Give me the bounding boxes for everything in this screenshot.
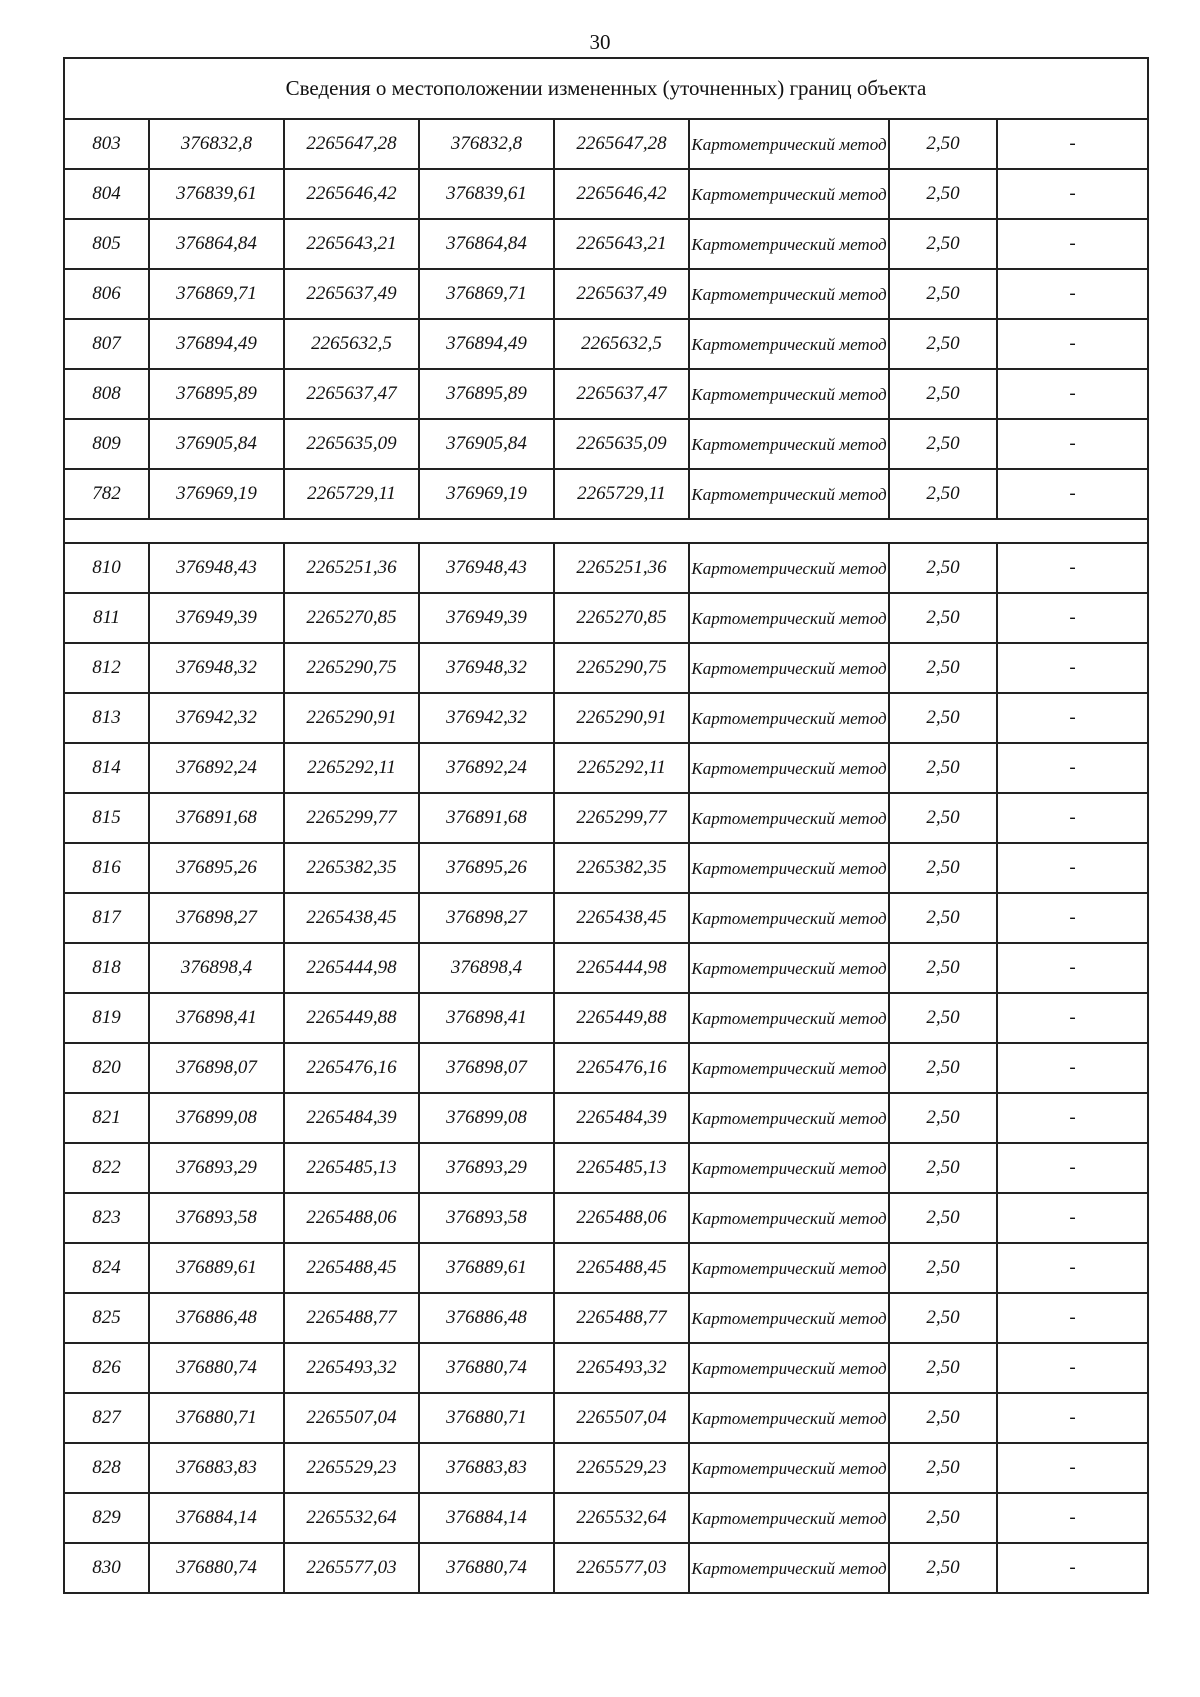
- accuracy-cell: 2,50: [889, 1343, 997, 1393]
- point-number-cell: 825: [64, 1293, 149, 1343]
- accuracy-cell: 2,50: [889, 1543, 997, 1593]
- point-number-cell: 822: [64, 1143, 149, 1193]
- y-refined-cell: 2265507,04: [554, 1393, 689, 1443]
- table-row: [64, 1193, 1148, 1243]
- x-refined-cell: 376895,26: [419, 843, 554, 893]
- x-existing-cell: 376893,58: [149, 1193, 284, 1243]
- x-refined-cell: 376969,19: [419, 469, 554, 519]
- method-cell: Картометрический метод: [689, 169, 889, 219]
- x-existing-cell: 376880,71: [149, 1393, 284, 1443]
- y-existing-cell: 2265488,77: [284, 1293, 419, 1343]
- point-number-cell: 811: [64, 593, 149, 643]
- x-refined-cell: 376880,71: [419, 1393, 554, 1443]
- table-row: [64, 543, 1148, 593]
- y-refined-cell: 2265646,42: [554, 169, 689, 219]
- method-cell: Картометрический метод: [689, 1243, 889, 1293]
- point-number-cell: 816: [64, 843, 149, 893]
- description-cell: -: [997, 1293, 1148, 1343]
- point-number-cell: 807: [64, 319, 149, 369]
- y-refined-cell: 2265444,98: [554, 943, 689, 993]
- method-cell: Картометрический метод: [689, 1293, 889, 1343]
- point-number-cell: 819: [64, 993, 149, 1043]
- y-refined-cell: 2265488,06: [554, 1193, 689, 1243]
- y-existing-cell: 2265488,45: [284, 1243, 419, 1293]
- y-existing-cell: 2265449,88: [284, 993, 419, 1043]
- x-refined-cell: 376893,29: [419, 1143, 554, 1193]
- method-cell: Картометрический метод: [689, 119, 889, 169]
- x-refined-cell: 376832,8: [419, 119, 554, 169]
- description-cell: -: [997, 1343, 1148, 1393]
- x-existing-cell: 376898,4: [149, 943, 284, 993]
- y-existing-cell: 2265382,35: [284, 843, 419, 893]
- point-number-cell: 820: [64, 1043, 149, 1093]
- table-row: [64, 643, 1148, 693]
- method-cell: Картометрический метод: [689, 643, 889, 693]
- y-refined-cell: 2265529,23: [554, 1443, 689, 1493]
- y-existing-cell: 2265484,39: [284, 1093, 419, 1143]
- x-refined-cell: 376893,58: [419, 1193, 554, 1243]
- y-existing-cell: 2265507,04: [284, 1393, 419, 1443]
- x-existing-cell: 376948,43: [149, 543, 284, 593]
- point-number-cell: 805: [64, 219, 149, 269]
- description-cell: -: [997, 743, 1148, 793]
- x-existing-cell: 376869,71: [149, 269, 284, 319]
- x-existing-cell: 376905,84: [149, 419, 284, 469]
- description-cell: -: [997, 793, 1148, 843]
- description-cell: -: [997, 119, 1148, 169]
- contour-separator-row: [64, 519, 1148, 543]
- y-refined-cell: 2265643,21: [554, 219, 689, 269]
- accuracy-cell: 2,50: [889, 319, 997, 369]
- y-refined-cell: 2265637,49: [554, 269, 689, 319]
- y-refined-cell: 2265488,45: [554, 1243, 689, 1293]
- x-existing-cell: 376895,26: [149, 843, 284, 893]
- x-refined-cell: 376948,32: [419, 643, 554, 693]
- x-refined-cell: 376891,68: [419, 793, 554, 843]
- table-row: [64, 1243, 1148, 1293]
- description-cell: -: [997, 1243, 1148, 1293]
- method-cell: Картометрический метод: [689, 693, 889, 743]
- method-cell: Картометрический метод: [689, 943, 889, 993]
- accuracy-cell: 2,50: [889, 593, 997, 643]
- method-cell: Картометрический метод: [689, 269, 889, 319]
- x-refined-cell: 376895,89: [419, 369, 554, 419]
- y-refined-cell: 2265438,45: [554, 893, 689, 943]
- y-refined-cell: 2265488,77: [554, 1293, 689, 1343]
- description-cell: -: [997, 269, 1148, 319]
- description-cell: -: [997, 419, 1148, 469]
- accuracy-cell: 2,50: [889, 793, 997, 843]
- x-existing-cell: 376969,19: [149, 469, 284, 519]
- y-existing-cell: 2265637,47: [284, 369, 419, 419]
- x-existing-cell: 376839,61: [149, 169, 284, 219]
- point-number-cell: 818: [64, 943, 149, 993]
- y-existing-cell: 2265646,42: [284, 169, 419, 219]
- point-number-cell: 813: [64, 693, 149, 743]
- y-refined-cell: 2265647,28: [554, 119, 689, 169]
- y-existing-cell: 2265292,11: [284, 743, 419, 793]
- accuracy-cell: 2,50: [889, 843, 997, 893]
- table-row: [64, 1443, 1148, 1493]
- y-existing-cell: 2265577,03: [284, 1543, 419, 1593]
- method-cell: Картометрический метод: [689, 743, 889, 793]
- y-refined-cell: 2265632,5: [554, 319, 689, 369]
- accuracy-cell: 2,50: [889, 543, 997, 593]
- point-number-cell: 830: [64, 1543, 149, 1593]
- accuracy-cell: 2,50: [889, 1043, 997, 1093]
- description-cell: -: [997, 643, 1148, 693]
- table-title: Сведения о местоположении измененных (уточненных) границ объекта: [64, 58, 1148, 119]
- y-existing-cell: 2265532,64: [284, 1493, 419, 1543]
- accuracy-cell: 2,50: [889, 1293, 997, 1343]
- accuracy-cell: 2,50: [889, 643, 997, 693]
- description-cell: -: [997, 943, 1148, 993]
- contour-separator: [64, 519, 1148, 543]
- y-existing-cell: 2265488,06: [284, 1193, 419, 1243]
- y-existing-cell: 2265647,28: [284, 119, 419, 169]
- point-number-cell: 808: [64, 369, 149, 419]
- description-cell: -: [997, 1393, 1148, 1443]
- table-row: [64, 793, 1148, 843]
- accuracy-cell: 2,50: [889, 693, 997, 743]
- accuracy-cell: 2,50: [889, 1243, 997, 1293]
- x-refined-cell: 376942,32: [419, 693, 554, 743]
- table-row: [64, 993, 1148, 1043]
- description-cell: -: [997, 1193, 1148, 1243]
- x-existing-cell: 376891,68: [149, 793, 284, 843]
- x-refined-cell: 376889,61: [419, 1243, 554, 1293]
- table-row: [64, 369, 1148, 419]
- description-cell: -: [997, 843, 1148, 893]
- method-cell: Картометрический метод: [689, 319, 889, 369]
- y-refined-cell: 2265292,11: [554, 743, 689, 793]
- accuracy-cell: 2,50: [889, 1093, 997, 1143]
- x-existing-cell: 376864,84: [149, 219, 284, 269]
- method-cell: Картометрический метод: [689, 1093, 889, 1143]
- x-existing-cell: 376880,74: [149, 1343, 284, 1393]
- x-refined-cell: 376883,83: [419, 1443, 554, 1493]
- point-number-cell: 817: [64, 893, 149, 943]
- y-existing-cell: 2265635,09: [284, 419, 419, 469]
- table-row: [64, 319, 1148, 369]
- x-existing-cell: 376898,27: [149, 893, 284, 943]
- x-refined-cell: 376880,74: [419, 1343, 554, 1393]
- table-row: [64, 843, 1148, 893]
- y-existing-cell: 2265632,5: [284, 319, 419, 369]
- y-existing-cell: 2265270,85: [284, 593, 419, 643]
- y-refined-cell: 2265251,36: [554, 543, 689, 593]
- point-number-cell: 826: [64, 1343, 149, 1393]
- y-existing-cell: 2265643,21: [284, 219, 419, 269]
- coordinates-table: [63, 57, 1149, 1594]
- description-cell: -: [997, 543, 1148, 593]
- table-row: [64, 1293, 1148, 1343]
- accuracy-cell: 2,50: [889, 1143, 997, 1193]
- method-cell: Картометрический метод: [689, 419, 889, 469]
- accuracy-cell: 2,50: [889, 1493, 997, 1543]
- y-refined-cell: 2265484,39: [554, 1093, 689, 1143]
- table-row: [64, 119, 1148, 169]
- y-existing-cell: 2265438,45: [284, 893, 419, 943]
- table-row: [64, 893, 1148, 943]
- y-refined-cell: 2265449,88: [554, 993, 689, 1043]
- x-refined-cell: 376880,74: [419, 1543, 554, 1593]
- description-cell: -: [997, 169, 1148, 219]
- point-number-cell: 814: [64, 743, 149, 793]
- x-refined-cell: 376899,08: [419, 1093, 554, 1143]
- page-number: 30: [589, 30, 611, 54]
- point-number-cell: 782: [64, 469, 149, 519]
- accuracy-cell: 2,50: [889, 893, 997, 943]
- table-row: [64, 169, 1148, 219]
- point-number-cell: 810: [64, 543, 149, 593]
- x-existing-cell: 376889,61: [149, 1243, 284, 1293]
- y-existing-cell: 2265444,98: [284, 943, 419, 993]
- x-refined-cell: 376905,84: [419, 419, 554, 469]
- x-existing-cell: 376886,48: [149, 1293, 284, 1343]
- y-existing-cell: 2265476,16: [284, 1043, 419, 1093]
- method-cell: Картометрический метод: [689, 219, 889, 269]
- point-number-cell: 827: [64, 1393, 149, 1443]
- x-existing-cell: 376892,24: [149, 743, 284, 793]
- x-existing-cell: 376898,07: [149, 1043, 284, 1093]
- x-existing-cell: 376884,14: [149, 1493, 284, 1543]
- x-existing-cell: 376942,32: [149, 693, 284, 743]
- description-cell: -: [997, 1093, 1148, 1143]
- y-existing-cell: 2265299,77: [284, 793, 419, 843]
- accuracy-cell: 2,50: [889, 993, 997, 1043]
- x-existing-cell: 376948,32: [149, 643, 284, 693]
- y-refined-cell: 2265270,85: [554, 593, 689, 643]
- method-cell: Картометрический метод: [689, 469, 889, 519]
- method-cell: Картометрический метод: [689, 1343, 889, 1393]
- y-refined-cell: 2265382,35: [554, 843, 689, 893]
- x-refined-cell: 376898,41: [419, 993, 554, 1043]
- description-cell: -: [997, 319, 1148, 369]
- method-cell: Картометрический метод: [689, 1443, 889, 1493]
- accuracy-cell: 2,50: [889, 269, 997, 319]
- y-refined-cell: 2265729,11: [554, 469, 689, 519]
- y-refined-cell: 2265637,47: [554, 369, 689, 419]
- method-cell: Картометрический метод: [689, 1193, 889, 1243]
- x-existing-cell: 376832,8: [149, 119, 284, 169]
- point-number-cell: 824: [64, 1243, 149, 1293]
- table-row: [64, 219, 1148, 269]
- y-existing-cell: 2265529,23: [284, 1443, 419, 1493]
- accuracy-cell: 2,50: [889, 1193, 997, 1243]
- description-cell: -: [997, 1043, 1148, 1093]
- y-existing-cell: 2265493,32: [284, 1343, 419, 1393]
- table-row: [64, 1343, 1148, 1393]
- y-refined-cell: 2265532,64: [554, 1493, 689, 1543]
- method-cell: Картометрический метод: [689, 1543, 889, 1593]
- y-existing-cell: 2265485,13: [284, 1143, 419, 1193]
- point-number-cell: 812: [64, 643, 149, 693]
- table-row: [64, 1093, 1148, 1143]
- y-refined-cell: 2265290,91: [554, 693, 689, 743]
- x-refined-cell: 376869,71: [419, 269, 554, 319]
- table-row: [64, 1393, 1148, 1443]
- x-existing-cell: 376899,08: [149, 1093, 284, 1143]
- table-row: [64, 419, 1148, 469]
- accuracy-cell: 2,50: [889, 169, 997, 219]
- y-refined-cell: 2265476,16: [554, 1043, 689, 1093]
- y-existing-cell: 2265251,36: [284, 543, 419, 593]
- y-existing-cell: 2265729,11: [284, 469, 419, 519]
- x-existing-cell: 376883,83: [149, 1443, 284, 1493]
- accuracy-cell: 2,50: [889, 469, 997, 519]
- y-existing-cell: 2265637,49: [284, 269, 419, 319]
- table-row: [64, 469, 1148, 519]
- x-refined-cell: 376898,27: [419, 893, 554, 943]
- table-row: [64, 269, 1148, 319]
- accuracy-cell: 2,50: [889, 943, 997, 993]
- point-number-cell: 804: [64, 169, 149, 219]
- y-existing-cell: 2265290,75: [284, 643, 419, 693]
- table-row: [64, 1543, 1148, 1593]
- y-refined-cell: 2265493,32: [554, 1343, 689, 1393]
- method-cell: Картометрический метод: [689, 593, 889, 643]
- description-cell: -: [997, 593, 1148, 643]
- description-cell: -: [997, 1443, 1148, 1493]
- x-refined-cell: 376898,4: [419, 943, 554, 993]
- method-cell: Картометрический метод: [689, 993, 889, 1043]
- description-cell: -: [997, 1143, 1148, 1193]
- accuracy-cell: 2,50: [889, 419, 997, 469]
- x-existing-cell: 376898,41: [149, 993, 284, 1043]
- table-row: [64, 1043, 1148, 1093]
- x-refined-cell: 376884,14: [419, 1493, 554, 1543]
- y-refined-cell: 2265299,77: [554, 793, 689, 843]
- table-title-row: [64, 58, 1148, 119]
- point-number-cell: 829: [64, 1493, 149, 1543]
- accuracy-cell: 2,50: [889, 219, 997, 269]
- x-existing-cell: 376894,49: [149, 319, 284, 369]
- table-row: [64, 1143, 1148, 1193]
- x-refined-cell: 376898,07: [419, 1043, 554, 1093]
- x-refined-cell: 376949,39: [419, 593, 554, 643]
- description-cell: -: [997, 693, 1148, 743]
- y-refined-cell: 2265485,13: [554, 1143, 689, 1193]
- x-refined-cell: 376948,43: [419, 543, 554, 593]
- table-row: [64, 943, 1148, 993]
- point-number-cell: 803: [64, 119, 149, 169]
- point-number-cell: 828: [64, 1443, 149, 1493]
- table-row: [64, 593, 1148, 643]
- description-cell: -: [997, 993, 1148, 1043]
- accuracy-cell: 2,50: [889, 743, 997, 793]
- y-refined-cell: 2265577,03: [554, 1543, 689, 1593]
- method-cell: Картометрический метод: [689, 1493, 889, 1543]
- method-cell: Картометрический метод: [689, 843, 889, 893]
- method-cell: Картометрический метод: [689, 1043, 889, 1093]
- x-existing-cell: 376880,74: [149, 1543, 284, 1593]
- description-cell: -: [997, 369, 1148, 419]
- accuracy-cell: 2,50: [889, 1443, 997, 1493]
- table-row: [64, 743, 1148, 793]
- point-number-cell: 806: [64, 269, 149, 319]
- accuracy-cell: 2,50: [889, 369, 997, 419]
- x-existing-cell: 376949,39: [149, 593, 284, 643]
- method-cell: Картометрический метод: [689, 793, 889, 843]
- description-cell: -: [997, 893, 1148, 943]
- description-cell: -: [997, 1493, 1148, 1543]
- description-cell: -: [997, 1543, 1148, 1593]
- method-cell: Картометрический метод: [689, 1143, 889, 1193]
- y-existing-cell: 2265290,91: [284, 693, 419, 743]
- x-existing-cell: 376895,89: [149, 369, 284, 419]
- y-refined-cell: 2265290,75: [554, 643, 689, 693]
- accuracy-cell: 2,50: [889, 1393, 997, 1443]
- method-cell: Картометрический метод: [689, 893, 889, 943]
- x-refined-cell: 376894,49: [419, 319, 554, 369]
- table-row: [64, 1493, 1148, 1543]
- x-refined-cell: 376892,24: [419, 743, 554, 793]
- point-number-cell: 823: [64, 1193, 149, 1243]
- x-refined-cell: 376839,61: [419, 169, 554, 219]
- description-cell: -: [997, 219, 1148, 269]
- x-refined-cell: 376864,84: [419, 219, 554, 269]
- method-cell: Картометрический метод: [689, 543, 889, 593]
- table-row: [64, 693, 1148, 743]
- method-cell: Картометрический метод: [689, 1393, 889, 1443]
- point-number-cell: 815: [64, 793, 149, 843]
- accuracy-cell: 2,50: [889, 119, 997, 169]
- point-number-cell: 821: [64, 1093, 149, 1143]
- x-refined-cell: 376886,48: [419, 1293, 554, 1343]
- y-refined-cell: 2265635,09: [554, 419, 689, 469]
- point-number-cell: 809: [64, 419, 149, 469]
- method-cell: Картометрический метод: [689, 369, 889, 419]
- x-existing-cell: 376893,29: [149, 1143, 284, 1193]
- description-cell: -: [997, 469, 1148, 519]
